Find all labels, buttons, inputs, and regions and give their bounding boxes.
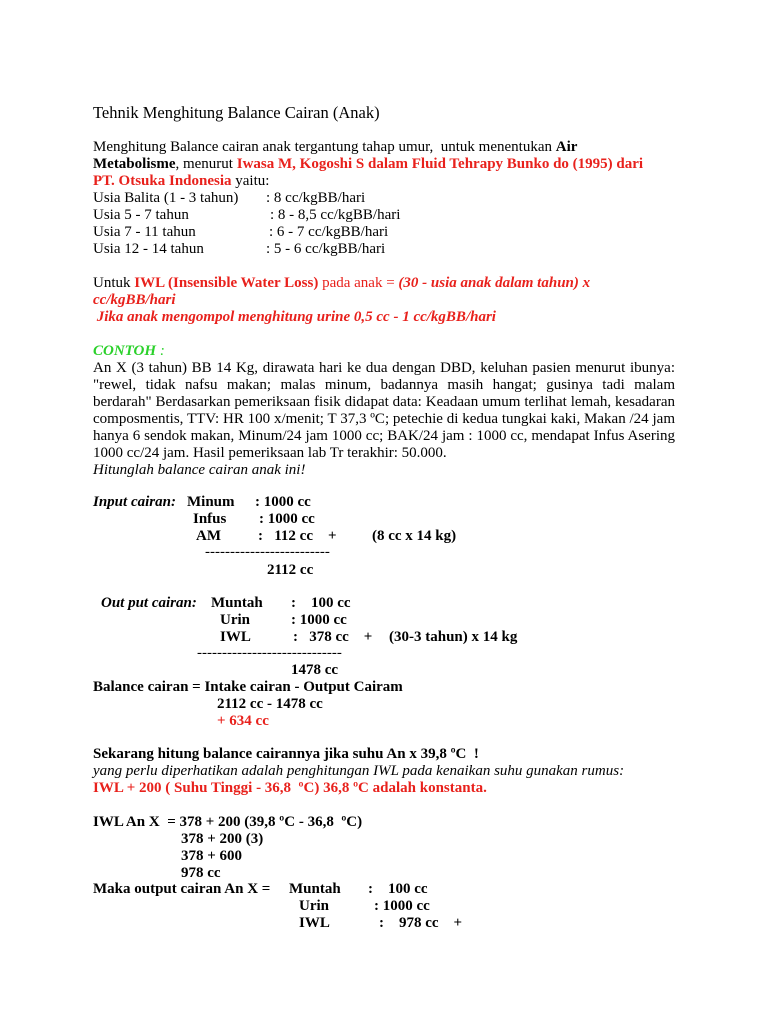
urine-note: Jika anak mengompol menghitung urine 0,5 cc - 1 cc/kgBB/hari [93,309,496,325]
balance-result: + 634 cc [217,713,269,729]
maka-muntah-value: : 100 cc [368,881,428,897]
maka-label: Maka output cairan An X = [93,881,271,897]
input-am-note: (8 cc x 14 kg) [372,528,457,544]
contoh-body: An X (3 tahun) BB 14 Kg, dirawata hari ke dua dengan DBD, keluhan pasien menurut ibunya: "rewel, tidak nafsu makan; malas minum, badannya masih hangat; gusinya tadi malam berdarah" Berdasarkan pemeriksaan fisik didapat data: Keadaan umum terlihat lemah, kesadaran composmentis, TTV: HR 100 x/menit; T 37,3 ºC; petechie di kedua tungkai kaki, Makan /24 jam hanya 6 sendok makan, Minum/24 jam 1000 cc; BAK/24 jam : 1000 cc, mendapat Infus Asering 1000 cc/24 jam. Hasil pemeriksaan lab Tr terakhir: 50.000. [93,360,675,461]
input-minum-value: : 1000 cc [255,494,311,510]
output-iwl-note: (30-3 tahun) x 14 kg [389,629,518,645]
balance-calc: 2112 cc - 1478 cc [217,696,323,712]
maka-urin-value: : 1000 cc [374,898,430,914]
output-label: Out put cairan: [101,595,197,611]
contoh-colon: : [156,343,165,359]
balance-formula: Balance cairan = Intake cairan - Output Cairam [93,679,403,695]
input-infus-value: : 1000 cc [259,511,315,527]
input-total: 2112 cc [267,562,314,578]
intro-line-3 [93,173,269,190]
intro-text: Menghitung Balance cairan anak tergantung tahap umur, untuk menentukan [93,139,556,155]
page-title: Tehnik Menghitung Balance Cairan (Anak) [93,103,380,122]
contoh-label: CONTOH [93,343,157,359]
age-value: : 8 cc/kgBB/hari [266,190,366,206]
output-total: 1478 cc [291,662,339,678]
age-label: Usia 7 - 11 tahun [93,224,196,240]
input-label: Input cairan: [93,494,176,510]
iwl-formula: (30 - usia anak dalam tahun) x [398,275,591,291]
source-company: PT. Otsuka Indonesia [93,173,232,189]
metabolisme-term: Metabolisme [93,156,176,172]
input-am-value: : 112 cc + [258,528,337,544]
maka-iwl-value: : 978 cc + [379,915,463,931]
output-iwl-value: : 378 cc + [293,629,373,645]
iwl-calc-line: 378 + 600 [181,848,243,864]
maka-iwl-label: IWL [299,915,330,931]
iwl-text: Untuk [93,275,135,291]
suhu-note: yang perlu diperhatikan adalah penghitungan IWL pada kenaikan suhu gunakan rumus: [93,763,625,779]
iwl-term: IWL (Insensible Water Loss) [134,275,319,291]
age-value: : 5 - 6 cc/kgBB/hari [266,241,386,257]
age-label: Usia Balita (1 - 3 tahun) [93,190,239,206]
iwl-calc-line: IWL An X = 378 + 200 (39,8 ºC - 36,8 ºC) [93,814,363,830]
contoh-heading [93,343,165,360]
intro-line-1 [93,139,577,156]
age-value: : 6 - 7 cc/kgBB/hari [269,224,389,240]
iwl-calc-line: 378 + 200 (3) [181,831,264,847]
iwl-calc-result: 978 cc [181,865,221,881]
intro-text: yaitu: [231,173,270,189]
age-label: Usia 12 - 14 tahun [93,241,204,257]
output-muntah-label: Muntah [211,595,263,611]
suhu-heading: Sekarang hitung balance cairannya jika suhu An x 39,8 ºC ! [93,746,479,762]
output-urin-label: Urin [220,612,250,628]
age-label: Usia 5 - 7 tahun [93,207,189,223]
input-am-label: AM [196,528,221,544]
input-infus-label: Infus [193,511,227,527]
output-muntah-value: : 100 cc [291,595,351,611]
contoh-question: Hitunglah balance cairan anak ini! [93,462,306,478]
output-urin-value: : 1000 cc [291,612,347,628]
output-iwl-label: IWL [220,629,251,645]
output-divider: ----------------------------- [197,645,342,661]
age-value: : 8 - 8,5 cc/kgBB/hari [270,207,401,223]
iwl-text: pada anak = [318,275,399,291]
maka-muntah-label: Muntah [289,881,341,897]
intro-line-2 [93,156,643,173]
suhu-rumus: IWL + 200 ( Suhu Tinggi - 36,8 ºC) 36,8 ºC adalah konstanta. [93,780,487,796]
maka-urin-label: Urin [299,898,329,914]
input-minum-label: Minum [187,494,235,510]
air-term: Air [555,139,578,155]
intro-text: , menurut [175,156,237,172]
iwl-formula-unit: cc/kgBB/hari [93,292,176,308]
iwl-definition [93,275,590,292]
input-divider: ------------------------- [205,544,330,560]
source-citation: Iwasa M, Kogoshi S dalam Fluid Tehrapy Bunko do (1995) dari [236,156,644,172]
